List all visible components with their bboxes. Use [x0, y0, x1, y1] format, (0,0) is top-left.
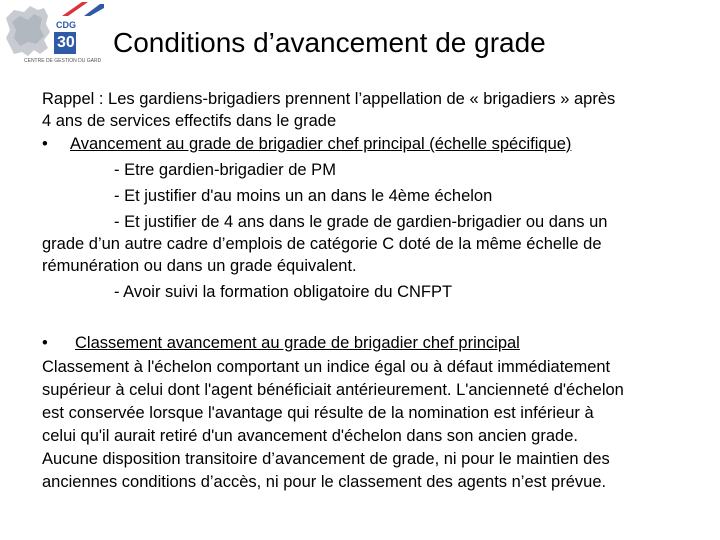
section1-item-2: - Et justifier d'au moins un an dans le 4ème échelon [114, 187, 493, 205]
section1-item-1: - Etre gardien-brigadier de PM [114, 161, 336, 179]
section2-line-2: supérieur à celui dont l'agent bénéficiait antérieurement. L'ancienneté d'échelon [42, 381, 624, 399]
section2-line-6: anciennes conditions d’accès, ni pour le classement des agents n’est prévue. [42, 473, 607, 491]
cdg30-logo [4, 2, 104, 70]
logo-number: 30 [57, 34, 75, 51]
logo-text-top: CDG [56, 20, 76, 30]
section2-line-4: celui qu'il aurait retiré d'un avancement d'échelon dans son ancien grade. [42, 427, 578, 445]
section1-cont-1: grade d’un autre cadre d’emplois de catégorie C doté de la même échelle de [42, 235, 602, 253]
section2-heading: Classement avancement au grade de brigadier chef principal [75, 334, 520, 352]
section1-cont-2: rémunération ou dans un grade équivalent. [42, 257, 357, 275]
intro-line-1: Rappel : Les gardiens-brigadiers prennent l’appellation de « brigadiers » après [42, 90, 616, 108]
section1-item-4: - Avoir suivi la formation obligatoire du CNFPT [114, 283, 453, 301]
section2-line-5: Aucune disposition transitoire d’avancement de grade, ni pour le maintien des [42, 450, 610, 468]
section1-item-3: - Et justifier de 4 ans dans le grade de gardien-brigadier ou dans un [114, 213, 608, 231]
intro-line-2: 4 ans de services effectifs dans le grade [42, 112, 337, 130]
section2-line-1: Classement à l'échelon comportant un indice égal ou à défaut immédiatement [42, 358, 611, 376]
bullet-2: • [42, 334, 48, 352]
page-title: Conditions d’avancement de grade [113, 27, 546, 58]
section1-heading: Avancement au grade de brigadier chef principal (échelle spécifique) [70, 135, 572, 153]
logo-text-bottom: CENTRE DE GESTION DU GARD [24, 58, 102, 64]
section2-line-3: est conservée lorsque l'avantage qui résulte de la nomination est inférieur à [42, 404, 594, 422]
bullet-1: • [42, 135, 48, 153]
